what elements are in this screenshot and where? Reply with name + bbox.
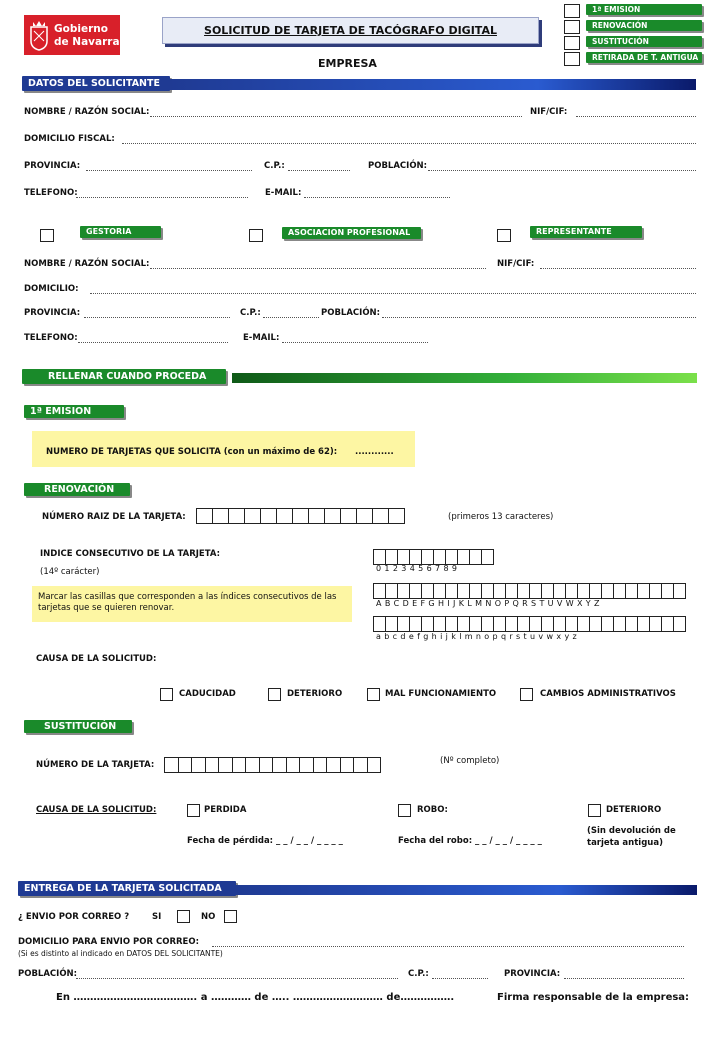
lower-letter-box[interactable] (674, 617, 686, 631)
digit-box[interactable] (482, 550, 494, 564)
lower-letter-box[interactable] (506, 617, 518, 631)
option-emision-checkbox[interactable] (564, 4, 580, 18)
solicitante-email-label: E-MAIL: (265, 188, 302, 198)
entrega-no-label: NO (201, 912, 216, 922)
upper-letter-box[interactable] (638, 584, 650, 598)
upper-letter-box[interactable] (542, 584, 554, 598)
tarjeta-char-box[interactable] (219, 758, 233, 772)
digit-box[interactable] (374, 550, 386, 564)
digit-box[interactable] (446, 550, 458, 564)
representante-checkbox[interactable] (497, 229, 511, 242)
raiz-char-box[interactable] (229, 509, 245, 523)
entrega-si-label: SI (152, 912, 162, 922)
asociacion-label: ASOCIACION PROFESIONAL (282, 227, 421, 239)
option-retirada-label: RETIRADA DE T. ANTIGUA (586, 52, 702, 63)
solicitante-provincia-label: PROVINCIA: (24, 161, 81, 171)
lower-letter-box[interactable] (542, 617, 554, 631)
representante-cp-label: C.P.: (240, 308, 261, 318)
upper-letter-box[interactable] (626, 584, 638, 598)
upper-letter-box[interactable] (662, 584, 674, 598)
page-title-box (162, 17, 539, 44)
firma-lugar-fecha[interactable]: En ………………………………. a ………… de ….. ……………………… de……………. (56, 992, 455, 1003)
entrega-domicilio-field[interactable] (212, 946, 684, 947)
tarjeta-char-box[interactable] (206, 758, 220, 772)
solicitante-nombre-label: NOMBRE / RAZÓN SOCIAL: (24, 107, 150, 117)
upper-letter-box[interactable] (602, 584, 614, 598)
raiz-char-box[interactable] (325, 509, 341, 523)
upper-letter-box[interactable] (650, 584, 662, 598)
asociacion-checkbox[interactable] (249, 229, 263, 242)
solicitante-email-field[interactable] (304, 197, 450, 198)
deterioro-note-2: tarjeta antigua) (587, 838, 663, 848)
tarjeta-char-box[interactable] (260, 758, 274, 772)
renovacion-raiz-boxes[interactable] (196, 508, 405, 524)
digit-box[interactable] (434, 550, 446, 564)
representante-cp-field[interactable] (263, 317, 319, 318)
lower-letter-box[interactable] (650, 617, 662, 631)
lower-letter-box[interactable] (434, 617, 446, 631)
representante-label: REPRESENTANTE (530, 226, 642, 238)
tarjeta-char-box[interactable] (300, 758, 314, 772)
raiz-char-box[interactable] (309, 509, 325, 523)
logo-line-2: de Navarra (54, 36, 120, 48)
representante-email-label: E-MAIL: (243, 333, 280, 343)
representante-nif-label: NIF/CIF: (497, 259, 535, 269)
causa-caducidad-checkbox[interactable] (160, 688, 173, 701)
option-sustitucion-checkbox[interactable] (564, 36, 580, 50)
digit-box[interactable] (470, 550, 482, 564)
sustitucion-numero-label: NÚMERO DE LA TARJETA: (36, 760, 155, 770)
lower-letter-box[interactable] (410, 617, 422, 631)
causa-cambios-label: CAMBIOS ADMINISTRATIVOS (540, 689, 676, 699)
raiz-char-box[interactable] (245, 509, 261, 523)
option-sustitucion-label: SUSTITUCIÓN (586, 36, 702, 47)
upper-letter-box[interactable] (422, 584, 434, 598)
section-renovacion-header: RENOVACIÓN (24, 483, 130, 496)
tarjeta-char-box[interactable] (354, 758, 368, 772)
solicitante-cp-field[interactable] (288, 170, 350, 171)
digit-box[interactable] (422, 550, 434, 564)
upper-letter-box[interactable] (614, 584, 626, 598)
raiz-char-box[interactable] (373, 509, 389, 523)
deterioro-note-1: (Sin devolución de (587, 826, 676, 836)
lower-letter-box[interactable] (530, 617, 542, 631)
renovacion-causa-label: CAUSA DE LA SOLICITUD: (36, 654, 157, 664)
lower-letter-box[interactable] (638, 617, 650, 631)
entrega-provincia-field[interactable] (564, 978, 684, 979)
raiz-char-box[interactable] (213, 509, 229, 523)
solicitante-nif-label: NIF/CIF: (530, 107, 568, 117)
representante-provincia-field[interactable] (84, 317, 230, 318)
causa-deterioro-label: DETERIORO (287, 689, 343, 699)
entrega-si-checkbox[interactable] (177, 910, 190, 923)
renovacion-lower-labels: a b c d e f g h i j k l m n o p q r s t u v w x y z (376, 632, 578, 641)
fecha-perdida-field[interactable]: Fecha de pérdida: _ _ / _ _ / _ _ _ _ (187, 836, 343, 846)
lower-letter-box[interactable] (662, 617, 674, 631)
representante-email-field[interactable] (282, 342, 428, 343)
digit-box[interactable] (410, 550, 422, 564)
lower-letter-box[interactable] (554, 617, 566, 631)
upper-letter-box[interactable] (398, 584, 410, 598)
lower-letter-box[interactable] (422, 617, 434, 631)
option-emision-label: 1ª EMISION (586, 4, 702, 15)
raiz-char-box[interactable] (293, 509, 309, 523)
entrega-poblacion-field[interactable] (76, 978, 398, 979)
tarjeta-char-box[interactable] (314, 758, 328, 772)
digit-box[interactable] (398, 550, 410, 564)
sustitucion-numero-boxes[interactable] (164, 757, 381, 773)
lower-letter-box[interactable] (386, 617, 398, 631)
entrega-poblacion-label: POBLACIÓN: (18, 969, 78, 979)
causa-mal-funcionamiento-label: MAL FUNCIONAMIENTO (385, 689, 497, 699)
logo (24, 15, 120, 55)
tarjeta-char-box[interactable] (341, 758, 355, 772)
option-renovacion-label: RENOVACIÓN (586, 20, 702, 31)
renovacion-upper-labels: A B C D E F G H I J K L M N O P Q R S T U V W X Y Z (376, 599, 600, 608)
solicitante-poblacion-label: POBLACIÓN: (368, 161, 428, 171)
upper-letter-box[interactable] (518, 584, 530, 598)
section-entrega-header: ENTREGA DE LA TARJETA SOLICITADA (18, 881, 236, 896)
upper-letter-box[interactable] (446, 584, 458, 598)
solicitante-cp-label: C.P.: (264, 161, 285, 171)
tarjeta-char-box[interactable] (273, 758, 287, 772)
renovacion-raiz-note: (primeros 13 caracteres) (448, 512, 554, 522)
upper-letter-box[interactable] (530, 584, 542, 598)
raiz-char-box[interactable] (277, 509, 293, 523)
tarjeta-char-box[interactable] (179, 758, 193, 772)
lower-letter-box[interactable] (482, 617, 494, 631)
section-entrega-bar (236, 885, 697, 895)
lower-letter-box[interactable] (446, 617, 458, 631)
sustitucion-numero-note: (Nº completo) (440, 756, 500, 766)
section-rellenar-header: RELLENAR CUANDO PROCEDA (22, 369, 226, 384)
section-solicitante-header: DATOS DEL SOLICITANTE (22, 76, 170, 91)
gestoria-label: GESTORIA (80, 226, 161, 238)
upper-letter-box[interactable] (674, 584, 686, 598)
renovacion-indice-label: INDICE CONSECUTIVO DE LA TARJETA: (40, 549, 220, 559)
representante-nif-field[interactable] (540, 268, 696, 269)
deterioro-checkbox[interactable] (588, 804, 601, 817)
upper-letter-box[interactable] (554, 584, 566, 598)
lower-letter-box[interactable] (518, 617, 530, 631)
upper-letter-box[interactable] (410, 584, 422, 598)
lower-letter-box[interactable] (590, 617, 602, 631)
section-rellenar-bar (232, 373, 697, 383)
representante-telefono-label: TELEFONO: (24, 333, 78, 343)
renovacion-digit-boxes[interactable] (373, 549, 494, 565)
digit-box[interactable] (386, 550, 398, 564)
upper-letter-box[interactable] (386, 584, 398, 598)
lower-letter-box[interactable] (626, 617, 638, 631)
solicitante-nombre-field[interactable] (150, 116, 522, 117)
renovacion-hint-text: Marcar las casillas que corresponden a las índices consecutivos de las tarjetas que se quieren renovar. (38, 592, 337, 613)
upper-letter-box[interactable] (434, 584, 446, 598)
lower-letter-box[interactable] (602, 617, 614, 631)
perdida-checkbox[interactable] (187, 804, 200, 817)
representante-domicilio-label: DOMICILIO: (24, 284, 79, 294)
page-title: SOLICITUD DE TARJETA DE TACÓGRAFO DIGITAL (204, 24, 497, 37)
renovacion-upper-boxes[interactable] (373, 583, 686, 599)
causa-cambios-checkbox[interactable] (520, 688, 533, 701)
causa-mal-funcionamiento-checkbox[interactable] (367, 688, 380, 701)
renovacion-indice-note: (14º carácter) (40, 567, 100, 577)
raiz-char-box[interactable] (357, 509, 373, 523)
option-retirada-checkbox[interactable] (564, 52, 580, 66)
upper-letter-box[interactable] (482, 584, 494, 598)
robo-checkbox[interactable] (398, 804, 411, 817)
perdida-label: PERDIDA (204, 805, 247, 815)
tarjeta-char-box[interactable] (327, 758, 341, 772)
solicitante-domicilio-label: DOMICILIO FISCAL: (24, 134, 115, 144)
entrega-no-checkbox[interactable] (224, 910, 237, 923)
tarjeta-char-box[interactable] (246, 758, 260, 772)
upper-letter-box[interactable] (590, 584, 602, 598)
raiz-char-box[interactable] (341, 509, 357, 523)
upper-letter-box[interactable] (494, 584, 506, 598)
solicitante-nif-field[interactable] (576, 116, 696, 117)
solicitante-telefono-field[interactable] (76, 197, 248, 198)
coat-of-arms-icon (28, 19, 50, 51)
section-sustitucion-header: SUSTITUCIÓN (24, 720, 132, 733)
raiz-char-box[interactable] (197, 509, 213, 523)
entrega-cp-field[interactable] (432, 978, 488, 979)
section-emision-header: 1ª EMISION (24, 405, 124, 418)
section-solicitante-bar (170, 79, 696, 90)
solicitante-provincia-field[interactable] (86, 170, 252, 171)
tarjeta-char-box[interactable] (287, 758, 301, 772)
upper-letter-box[interactable] (566, 584, 578, 598)
entrega-domicilio-note: (Si es distinto al indicado en DATOS DEL SOLICITANTE) (18, 949, 223, 958)
representante-nombre-label: NOMBRE / RAZÓN SOCIAL: (24, 259, 150, 269)
tarjeta-char-box[interactable] (233, 758, 247, 772)
option-renovacion-checkbox[interactable] (564, 20, 580, 34)
representante-poblacion-label: POBLACIÓN: (321, 308, 381, 318)
upper-letter-box[interactable] (578, 584, 590, 598)
renovacion-digit-labels: 0 1 2 3 4 5 6 7 8 9 (376, 564, 458, 573)
raiz-char-box[interactable] (261, 509, 277, 523)
firma-label: Firma responsable de la empresa: (497, 992, 690, 1003)
representante-poblacion-field[interactable] (382, 317, 696, 318)
solicitante-poblacion-field[interactable] (428, 170, 696, 171)
lower-letter-box[interactable] (374, 617, 386, 631)
upper-letter-box[interactable] (374, 584, 386, 598)
tarjeta-char-box[interactable] (192, 758, 206, 772)
raiz-char-box[interactable] (389, 509, 405, 523)
representante-provincia-label: PROVINCIA: (24, 308, 81, 318)
entrega-provincia-label: PROVINCIA: (504, 969, 561, 979)
lower-letter-box[interactable] (578, 617, 590, 631)
upper-letter-box[interactable] (458, 584, 470, 598)
page-subtitle: EMPRESA (318, 57, 377, 70)
renovacion-raiz-label: NÚMERO RAIZ DE LA TARJETA: (42, 512, 186, 522)
causa-deterioro-checkbox[interactable] (268, 688, 281, 701)
entrega-correo-label: ¿ ENVIO POR CORREO ? (18, 912, 130, 922)
lower-letter-box[interactable] (494, 617, 506, 631)
emision-text: NUMERO DE TARJETAS QUE SOLICITA (con un máximo de 62): (46, 447, 338, 457)
entrega-cp-label: C.P.: (408, 969, 429, 979)
solicitante-domicilio-field[interactable] (122, 143, 696, 144)
robo-label: ROBO: (417, 805, 448, 815)
solicitante-telefono-label: TELEFONO: (24, 188, 78, 198)
lower-letter-box[interactable] (458, 617, 470, 631)
upper-letter-box[interactable] (506, 584, 518, 598)
lower-letter-box[interactable] (566, 617, 578, 631)
tarjeta-char-box[interactable] (368, 758, 382, 772)
gestoria-checkbox[interactable] (40, 229, 54, 242)
lower-letter-box[interactable] (398, 617, 410, 631)
deterioro-label: DETERIORO (606, 805, 662, 815)
lower-letter-box[interactable] (470, 617, 482, 631)
representante-nombre-field[interactable] (150, 268, 486, 269)
digit-box[interactable] (458, 550, 470, 564)
emision-blank-field[interactable]: ............ (355, 447, 394, 457)
entrega-domicilio-label: DOMICILIO PARA ENVIO POR CORREO: (18, 937, 199, 947)
tarjeta-char-box[interactable] (165, 758, 179, 772)
upper-letter-box[interactable] (470, 584, 482, 598)
representante-telefono-field[interactable] (78, 342, 228, 343)
renovacion-lower-boxes[interactable] (373, 616, 686, 632)
sustitucion-causa-label: CAUSA DE LA SOLICITUD: (36, 805, 157, 815)
fecha-robo-field[interactable]: Fecha del robo: _ _ / _ _ / _ _ _ _ (398, 836, 542, 846)
logo-line-1: Gobierno (54, 23, 108, 35)
causa-caducidad-label: CADUCIDAD (179, 689, 236, 699)
representante-domicilio-field[interactable] (90, 293, 696, 294)
lower-letter-box[interactable] (614, 617, 626, 631)
